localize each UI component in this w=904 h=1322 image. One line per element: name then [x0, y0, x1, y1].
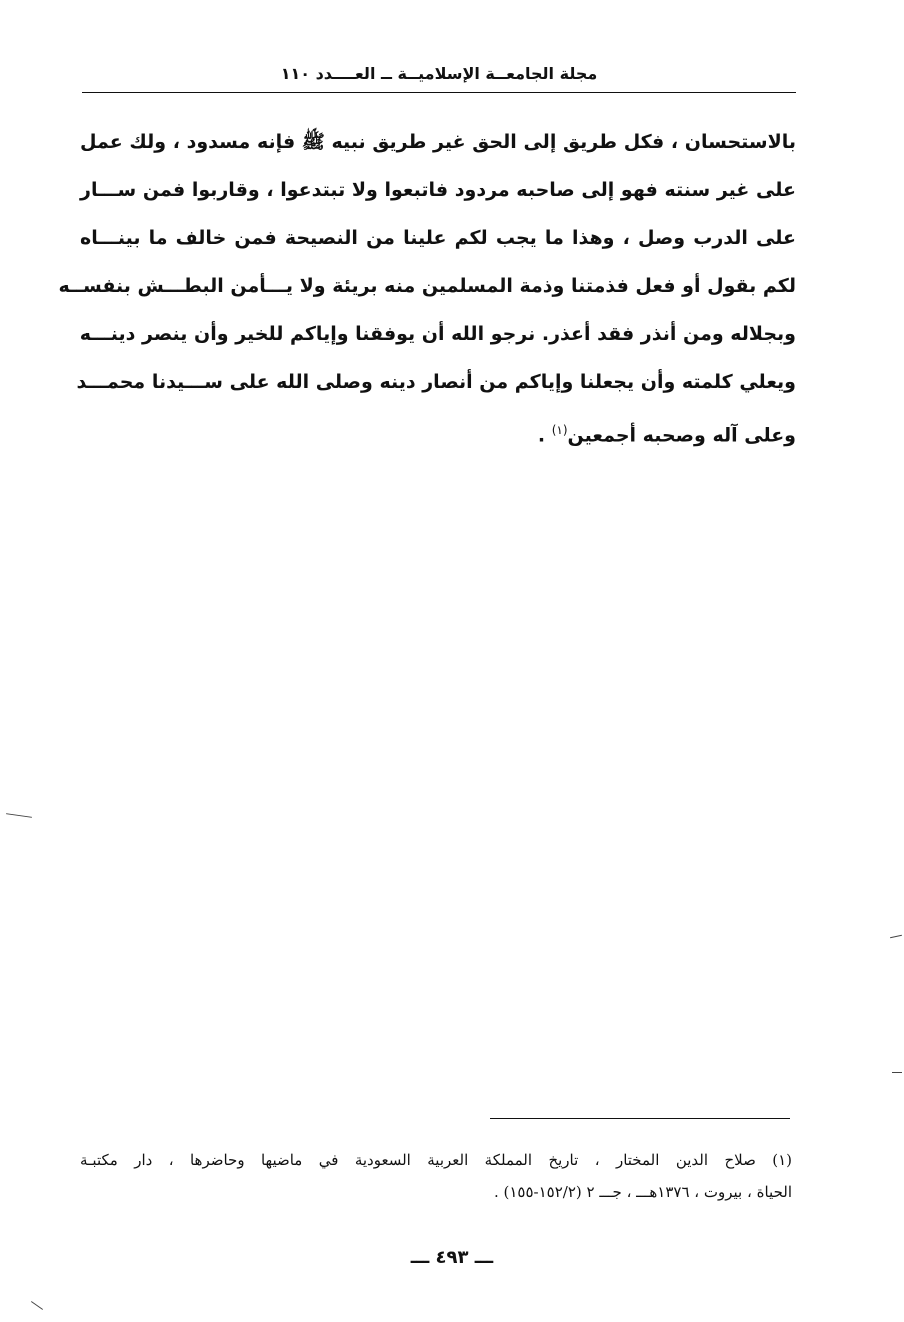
text-line: على غير سنته فهو إلى صاحبه مردود فاتبعوا ولا تبتدعوا ، وقاربوا فمن ســـار	[80, 179, 796, 201]
scan-artifact	[31, 1301, 43, 1310]
text-line: بالاستحسان ، فكل طريق إلى الحق غير طريق نبيه ﷺ فإنه مسدود ، ولك عمل	[80, 131, 796, 153]
footnote-block	[80, 1144, 792, 1208]
page-number: ـــ ٤٩٣ ـــ	[410, 1247, 494, 1268]
text-line: ويعلي كلمته وأن يجعلنا وإياكم من أنصار دينه وصلى الله على ســـيدنا محمـــد	[76, 371, 796, 393]
footnote-divider	[490, 1118, 790, 1119]
footnote-line: (١) صلاح الدين المختار ، تاريخ المملكة العربية السعودية في ماضيها وحاضرها ، دار مكتبـة	[80, 1151, 792, 1169]
scan-artifact	[892, 1072, 902, 1073]
text-line: وبجلاله ومن أنذر فقد أعذر. نرجو الله أن يوفقنا وإياكم للخير وأن ينصر دينـــه	[79, 323, 796, 345]
footnote-reference: (١)	[551, 423, 568, 437]
main-text	[58, 120, 796, 456]
text-line: لكم بقول أو فعل فذمتنا وذمة المسلمين منه بريئة ولا يـــأمن البطـــش بنفســه	[58, 275, 796, 297]
text-line: على الدرب وصل ، وهذا ما يجب لكم علينا من النصيحة فمن خالف ما بينـــاه	[80, 227, 796, 249]
final-line-text: وعلى آله وصحبه أجمعين	[567, 424, 796, 447]
closing-punctuation: .	[537, 424, 552, 447]
running-header: مجلة الجامعــة الإسلاميــة ــ العــــدد ١١٠	[280, 64, 598, 83]
text-line-final	[80, 408, 796, 456]
scan-artifact	[890, 935, 902, 938]
scan-artifact	[6, 813, 32, 818]
header-divider	[82, 92, 796, 93]
footnote-line: الحياة ، بيروت ، ١٣٧٦هـــ ، جـــ ٢ (١٥٢/٢-١٥٥) .	[493, 1183, 792, 1201]
